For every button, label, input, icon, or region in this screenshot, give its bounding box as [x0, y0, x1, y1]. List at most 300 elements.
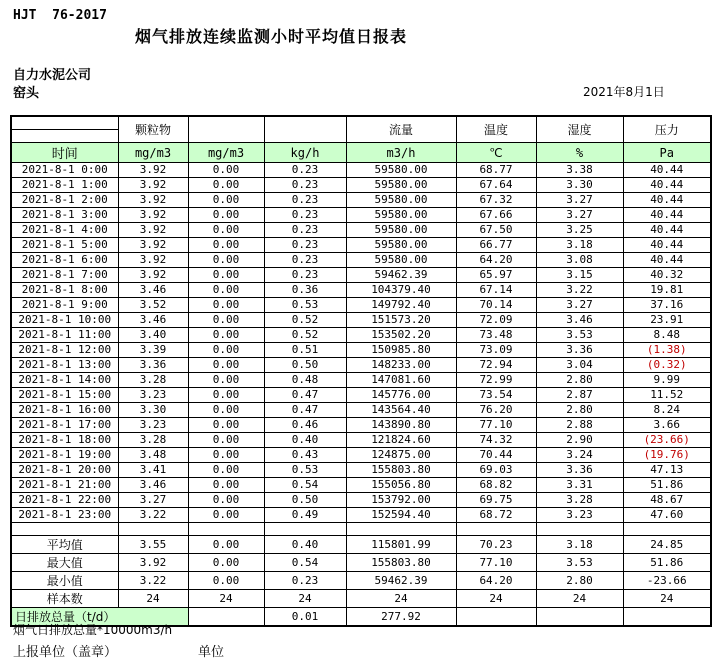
value-cell: 0.00: [188, 508, 264, 523]
value-cell: 3.46: [536, 313, 623, 328]
report-title: 烟气排放连续监测小时平均值日报表: [135, 27, 408, 46]
value-cell: 3.30: [118, 403, 188, 418]
summary-row: [11, 554, 711, 572]
empty-cell: [536, 523, 623, 536]
value-cell: 66.77: [456, 238, 536, 253]
time-cell: 2021-8-1 22:00: [11, 493, 118, 508]
value-cell: 2.80: [536, 373, 623, 388]
value-cell: 3.92: [118, 223, 188, 238]
value-cell: 59580.00: [346, 223, 456, 238]
unit-mg-m3-1: mg/m3: [118, 143, 188, 163]
table-row: [11, 298, 711, 313]
value-cell: 3.28: [118, 433, 188, 448]
value-cell: 24: [346, 590, 456, 608]
value-cell: 0.40: [264, 536, 346, 554]
value-cell: 0.00: [188, 313, 264, 328]
value-cell: 59580.00: [346, 238, 456, 253]
col-header-blank-2: [264, 116, 346, 143]
value-cell: 0.43: [264, 448, 346, 463]
value-cell: 0.00: [188, 388, 264, 403]
flow-total-note: 烟气日排放总量*10000m3/h: [13, 623, 173, 637]
value-cell: 145776.00: [346, 388, 456, 403]
table-row: [11, 433, 711, 448]
empty-cell: [118, 523, 188, 536]
value-cell: 3.22: [118, 508, 188, 523]
value-cell: 0.00: [188, 178, 264, 193]
value-cell: 0.00: [188, 463, 264, 478]
value-cell: 3.46: [118, 478, 188, 493]
value-cell: 77.10: [456, 418, 536, 433]
table-row: [11, 328, 711, 343]
value-cell: 76.20: [456, 403, 536, 418]
value-cell: 40.44: [623, 193, 711, 208]
table-row: [11, 478, 711, 493]
separator-row: [11, 523, 711, 536]
value-cell: 0.00: [188, 253, 264, 268]
company-name: 自力水泥公司: [13, 68, 92, 83]
value-cell: 3.27: [118, 493, 188, 508]
value-cell: 3.36: [118, 358, 188, 373]
value-cell: 148233.00: [346, 358, 456, 373]
time-cell: 2021-8-1 21:00: [11, 478, 118, 493]
value-cell: 3.66: [623, 418, 711, 433]
unit-percent: %: [536, 143, 623, 163]
value-cell: 24.85: [623, 536, 711, 554]
time-cell: 2021-8-1 10:00: [11, 313, 118, 328]
summary-label: 平均值: [11, 536, 118, 554]
table-row: [11, 373, 711, 388]
value-cell: 3.22: [536, 283, 623, 298]
time-cell: 2021-8-1 20:00: [11, 463, 118, 478]
unit-header-row: [11, 143, 711, 163]
value-cell: 73.48: [456, 328, 536, 343]
value-cell: 0.53: [264, 463, 346, 478]
time-cell: 2021-8-1 4:00: [11, 223, 118, 238]
time-cell: 2021-8-1 13:00: [11, 358, 118, 373]
summary-row: [11, 590, 711, 608]
summary-row: [11, 572, 711, 590]
daily-total-label: 日排放总量（t/d）: [11, 608, 188, 627]
value-cell: 65.97: [456, 268, 536, 283]
table-row: [11, 163, 711, 178]
value-cell: 23.91: [623, 313, 711, 328]
value-cell: 3.23: [118, 418, 188, 433]
value-cell: 2.80: [536, 403, 623, 418]
value-cell: 0.23: [264, 193, 346, 208]
value-cell: 3.92: [118, 193, 188, 208]
summary-rows: [11, 536, 711, 608]
value-cell: 121824.60: [346, 433, 456, 448]
value-cell: 0.00: [188, 478, 264, 493]
total-mg-m3-2-cell: [188, 608, 264, 627]
value-cell: 69.75: [456, 493, 536, 508]
table-row: [11, 388, 711, 403]
value-cell: 0.54: [264, 554, 346, 572]
value-cell: 51.86: [623, 478, 711, 493]
col-header-pressure: 压力: [623, 116, 711, 143]
hourly-report-table: [10, 115, 712, 627]
total-m3-h-cell: 277.92: [346, 608, 456, 627]
value-cell: 73.54: [456, 388, 536, 403]
table-row: [11, 283, 711, 298]
value-cell: 0.52: [264, 313, 346, 328]
value-cell: 70.23: [456, 536, 536, 554]
value-cell: 3.31: [536, 478, 623, 493]
value-cell: 77.10: [456, 554, 536, 572]
value-cell: 0.00: [188, 554, 264, 572]
value-cell: 68.72: [456, 508, 536, 523]
empty-cell: [264, 523, 346, 536]
value-cell: 0.47: [264, 388, 346, 403]
value-cell: 3.52: [118, 298, 188, 313]
value-cell: 3.92: [118, 208, 188, 223]
table-row: [11, 493, 711, 508]
value-cell: 8.48: [623, 328, 711, 343]
value-cell: 3.92: [118, 253, 188, 268]
group-header-row: [11, 116, 711, 130]
time-cell: 2021-8-1 16:00: [11, 403, 118, 418]
value-cell: 3.27: [536, 193, 623, 208]
value-cell: 0.23: [264, 238, 346, 253]
value-cell: 67.14: [456, 283, 536, 298]
table-row: [11, 358, 711, 373]
value-cell: 24: [536, 590, 623, 608]
value-cell: 143890.80: [346, 418, 456, 433]
value-cell: 3.27: [536, 208, 623, 223]
value-cell: 155803.80: [346, 554, 456, 572]
time-cell: 2021-8-1 19:00: [11, 448, 118, 463]
value-cell: 72.94: [456, 358, 536, 373]
value-cell: 150985.80: [346, 343, 456, 358]
value-cell: 151573.20: [346, 313, 456, 328]
value-cell: (19.76): [623, 448, 711, 463]
table-row: [11, 313, 711, 328]
value-cell: 64.20: [456, 253, 536, 268]
value-cell: 3.38: [536, 163, 623, 178]
time-cell: 2021-8-1 5:00: [11, 238, 118, 253]
value-cell: 3.40: [118, 328, 188, 343]
value-cell: 0.00: [188, 283, 264, 298]
value-cell: 74.32: [456, 433, 536, 448]
value-cell: 40.32: [623, 268, 711, 283]
col-header-flow: 流量: [346, 116, 456, 143]
time-cell: 2021-8-1 15:00: [11, 388, 118, 403]
value-cell: 3.92: [118, 178, 188, 193]
value-cell: 0.23: [264, 223, 346, 238]
value-cell: 0.00: [188, 493, 264, 508]
value-cell: 3.36: [536, 343, 623, 358]
value-cell: 0.00: [188, 403, 264, 418]
time-cell: 2021-8-1 9:00: [11, 298, 118, 313]
value-cell: 3.08: [536, 253, 623, 268]
table-header: [11, 116, 711, 163]
unit-mg-m3-2: mg/m3: [188, 143, 264, 163]
col-header-blank-1: [188, 116, 264, 143]
value-cell: 0.36: [264, 283, 346, 298]
value-cell: 0.00: [188, 193, 264, 208]
value-cell: 0.51: [264, 343, 346, 358]
unit-celsius: ℃: [456, 143, 536, 163]
value-cell: 59462.39: [346, 268, 456, 283]
value-cell: 0.00: [188, 328, 264, 343]
value-cell: 9.99: [623, 373, 711, 388]
table-row: [11, 463, 711, 478]
table-row: [11, 253, 711, 268]
value-cell: 59580.00: [346, 163, 456, 178]
value-cell: 70.14: [456, 298, 536, 313]
value-cell: 3.04: [536, 358, 623, 373]
value-cell: 3.30: [536, 178, 623, 193]
value-cell: 3.23: [536, 508, 623, 523]
value-cell: 0.47: [264, 403, 346, 418]
value-cell: 40.44: [623, 163, 711, 178]
value-cell: 0.00: [188, 343, 264, 358]
summary-label: 最大值: [11, 554, 118, 572]
table-row: [11, 403, 711, 418]
value-cell: 40.44: [623, 178, 711, 193]
value-cell: -23.66: [623, 572, 711, 590]
value-cell: 3.18: [536, 238, 623, 253]
unit-label: 单位: [198, 645, 225, 660]
value-cell: 67.64: [456, 178, 536, 193]
value-cell: 3.53: [536, 328, 623, 343]
value-cell: 59580.00: [346, 193, 456, 208]
value-cell: 0.00: [188, 433, 264, 448]
value-cell: 0.48: [264, 373, 346, 388]
time-cell: 2021-8-1 14:00: [11, 373, 118, 388]
standard-code: HJT 76-2017: [13, 8, 107, 23]
empty-cell: [11, 523, 118, 536]
unit-pa: Pa: [623, 143, 711, 163]
value-cell: 153502.20: [346, 328, 456, 343]
report-date: 2021年8月1日: [583, 85, 665, 99]
value-cell: 0.46: [264, 418, 346, 433]
summary-label: 样本数: [11, 590, 118, 608]
value-cell: 24: [456, 590, 536, 608]
table-row: [11, 178, 711, 193]
value-cell: 67.66: [456, 208, 536, 223]
value-cell: 147081.60: [346, 373, 456, 388]
value-cell: 40.44: [623, 223, 711, 238]
value-cell: 48.67: [623, 493, 711, 508]
summary-label: 最小值: [11, 572, 118, 590]
value-cell: 0.00: [188, 298, 264, 313]
value-cell: 0.23: [264, 253, 346, 268]
value-cell: 3.15: [536, 268, 623, 283]
value-cell: 24: [264, 590, 346, 608]
separator-section: [11, 523, 711, 536]
corner-cell-top: [11, 116, 118, 130]
value-cell: 149792.40: [346, 298, 456, 313]
value-cell: 3.23: [118, 388, 188, 403]
value-cell: 0.54: [264, 478, 346, 493]
time-cell: 2021-8-1 12:00: [11, 343, 118, 358]
value-cell: 0.52: [264, 328, 346, 343]
value-cell: 0.00: [188, 572, 264, 590]
time-cell: 2021-8-1 18:00: [11, 433, 118, 448]
time-cell: 2021-8-1 0:00: [11, 163, 118, 178]
table-row: [11, 508, 711, 523]
value-cell: 0.23: [264, 572, 346, 590]
value-cell: 143564.40: [346, 403, 456, 418]
value-cell: 0.23: [264, 163, 346, 178]
col-header-temperature: 温度: [456, 116, 536, 143]
value-cell: 40.44: [623, 238, 711, 253]
value-cell: 0.49: [264, 508, 346, 523]
time-cell: 2021-8-1 23:00: [11, 508, 118, 523]
value-cell: 3.53: [536, 554, 623, 572]
value-cell: 70.44: [456, 448, 536, 463]
value-cell: 3.55: [118, 536, 188, 554]
time-cell: 2021-8-1 8:00: [11, 283, 118, 298]
total-pressure-cell: [623, 608, 711, 627]
time-cell: 2021-8-1 2:00: [11, 193, 118, 208]
value-cell: 3.25: [536, 223, 623, 238]
table-row: [11, 223, 711, 238]
value-cell: 3.92: [118, 554, 188, 572]
value-cell: 0.23: [264, 178, 346, 193]
value-cell: 72.99: [456, 373, 536, 388]
empty-cell: [346, 523, 456, 536]
empty-cell: [623, 523, 711, 536]
value-cell: 0.00: [188, 268, 264, 283]
col-header-humidity: 湿度: [536, 116, 623, 143]
value-cell: 0.40: [264, 433, 346, 448]
value-cell: 155056.80: [346, 478, 456, 493]
value-cell: 3.92: [118, 238, 188, 253]
value-cell: 3.39: [118, 343, 188, 358]
total-humidity-cell: [536, 608, 623, 627]
value-cell: 3.92: [118, 163, 188, 178]
reporting-unit-label: 上报单位（盖章）: [13, 645, 118, 660]
value-cell: 24: [118, 590, 188, 608]
unit-m3-h: m3/h: [346, 143, 456, 163]
value-cell: (0.32): [623, 358, 711, 373]
value-cell: 0.50: [264, 493, 346, 508]
table-row: [11, 268, 711, 283]
value-cell: 2.90: [536, 433, 623, 448]
empty-cell: [188, 523, 264, 536]
value-cell: 67.32: [456, 193, 536, 208]
table-row: [11, 238, 711, 253]
value-cell: 153792.00: [346, 493, 456, 508]
time-cell: 2021-8-1 3:00: [11, 208, 118, 223]
value-cell: 59580.00: [346, 208, 456, 223]
value-cell: 0.00: [188, 208, 264, 223]
value-cell: 0.23: [264, 268, 346, 283]
time-cell: 2021-8-1 6:00: [11, 253, 118, 268]
value-cell: 8.24: [623, 403, 711, 418]
value-cell: 0.50: [264, 358, 346, 373]
time-header: 时间: [11, 143, 118, 163]
value-cell: 3.41: [118, 463, 188, 478]
value-cell: 3.28: [536, 493, 623, 508]
total-kg-h-cell: 0.01: [264, 608, 346, 627]
value-cell: 0.00: [188, 163, 264, 178]
table-row: [11, 208, 711, 223]
table-row: [11, 193, 711, 208]
value-cell: 3.92: [118, 268, 188, 283]
value-cell: 72.09: [456, 313, 536, 328]
value-cell: 0.00: [188, 373, 264, 388]
value-cell: 47.60: [623, 508, 711, 523]
value-cell: 104379.40: [346, 283, 456, 298]
value-cell: 64.20: [456, 572, 536, 590]
value-cell: 40.44: [623, 253, 711, 268]
value-cell: 67.50: [456, 223, 536, 238]
value-cell: 0.00: [188, 418, 264, 433]
value-cell: 24: [188, 590, 264, 608]
value-cell: 3.36: [536, 463, 623, 478]
table-row: [11, 343, 711, 358]
monitoring-point: 窑头: [13, 86, 40, 101]
value-cell: 3.27: [536, 298, 623, 313]
value-cell: 0.00: [188, 358, 264, 373]
value-cell: 3.28: [118, 373, 188, 388]
time-cell: 2021-8-1 11:00: [11, 328, 118, 343]
summary-row: [11, 536, 711, 554]
value-cell: 0.00: [188, 223, 264, 238]
value-cell: 47.13: [623, 463, 711, 478]
value-cell: 152594.40: [346, 508, 456, 523]
value-cell: 59462.39: [346, 572, 456, 590]
value-cell: 68.82: [456, 478, 536, 493]
value-cell: 3.24: [536, 448, 623, 463]
value-cell: 0.00: [188, 448, 264, 463]
value-cell: 3.48: [118, 448, 188, 463]
value-cell: 19.81: [623, 283, 711, 298]
value-cell: 2.88: [536, 418, 623, 433]
value-cell: 40.44: [623, 208, 711, 223]
value-cell: 155803.80: [346, 463, 456, 478]
value-cell: 11.52: [623, 388, 711, 403]
unit-kg-h: kg/h: [264, 143, 346, 163]
value-cell: 3.46: [118, 283, 188, 298]
value-cell: 69.03: [456, 463, 536, 478]
value-cell: 3.18: [536, 536, 623, 554]
time-cell: 2021-8-1 17:00: [11, 418, 118, 433]
hourly-rows: [11, 163, 711, 523]
value-cell: (23.66): [623, 433, 711, 448]
value-cell: 59580.00: [346, 253, 456, 268]
value-cell: 2.87: [536, 388, 623, 403]
value-cell: 59580.00: [346, 178, 456, 193]
table-row: [11, 418, 711, 433]
value-cell: 2.80: [536, 572, 623, 590]
col-header-particulate: 颗粒物: [118, 116, 188, 143]
value-cell: (1.38): [623, 343, 711, 358]
value-cell: 0.23: [264, 208, 346, 223]
value-cell: 0.53: [264, 298, 346, 313]
value-cell: 3.46: [118, 313, 188, 328]
value-cell: 0.00: [188, 238, 264, 253]
table-row: [11, 448, 711, 463]
value-cell: 115801.99: [346, 536, 456, 554]
value-cell: 68.77: [456, 163, 536, 178]
value-cell: 37.16: [623, 298, 711, 313]
value-cell: 24: [623, 590, 711, 608]
time-cell: 2021-8-1 7:00: [11, 268, 118, 283]
time-cell: 2021-8-1 1:00: [11, 178, 118, 193]
value-cell: 73.09: [456, 343, 536, 358]
value-cell: 51.86: [623, 554, 711, 572]
value-cell: 0.00: [188, 536, 264, 554]
value-cell: 3.22: [118, 572, 188, 590]
corner-cell-bottom: [11, 130, 118, 143]
value-cell: 124875.00: [346, 448, 456, 463]
empty-cell: [456, 523, 536, 536]
total-temp-cell: [456, 608, 536, 627]
